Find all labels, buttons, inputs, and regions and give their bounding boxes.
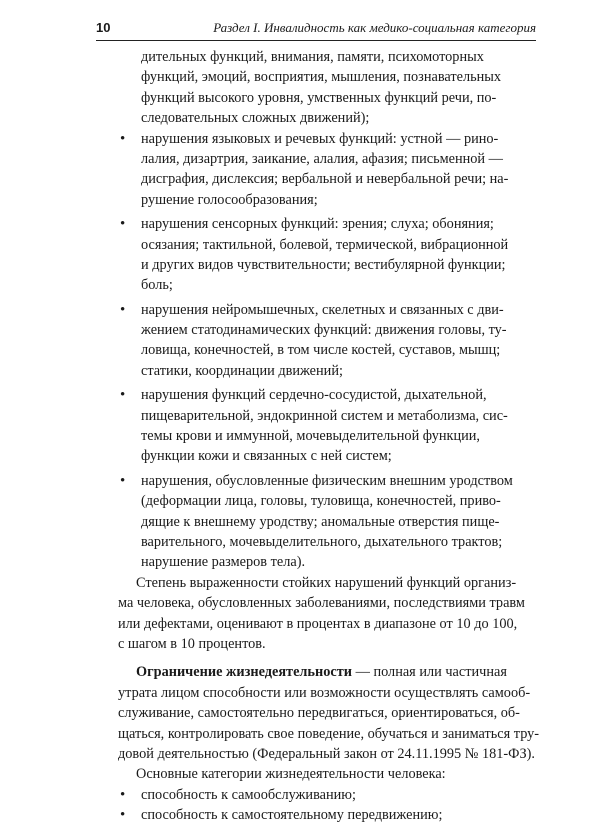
bullet-item [118,385,532,467]
text-line: нарушения, обусловленные физическим внешним уродством [141,472,513,489]
category-item [118,805,532,825]
text-line: жением статодинамических функций: движения головы, ту- [141,322,507,339]
text-line: следовательных сложных движений); [141,110,370,127]
text-line: функции кожи и связанных с ней систем; [141,448,392,465]
text-line: дительных функций, внимания, памяти, психомоторных [141,49,484,65]
text-line: нарушение размеров тела). [141,554,306,571]
definition-paragraph [118,662,540,764]
text-line: нарушения нейромышечных, скелетных и связанных с дви- [141,301,504,318]
text-line: довой деятельностью (Федеральный закон от 24.11.1995 № 181-ФЗ). [118,745,535,762]
bullet-icon: • [120,301,126,318]
text-line: служивание, самостоятельно передвигаться, ориентироваться, об- [118,705,520,722]
defined-term: Ограничение жизнедеятельности [136,664,352,681]
bullet-item [118,471,532,573]
page-number: 10 [96,20,111,35]
text-line: с шагом в 10 процентов. [118,635,266,652]
text-line: нарушения функций сердечно-сосудистой, дыхательной, [141,387,487,404]
bullet-icon: • [120,786,126,803]
text-line: пищеварительной, эндокринной систем и метаболизма, сис- [141,407,508,424]
text-line: боль; [141,277,173,294]
bullet-item [118,214,532,296]
page-body [118,47,540,825]
text-line: статики, координации движений; [141,362,343,379]
intro-continuation [118,47,532,129]
text-line: лалия, дизартрия, заикание, алалия, афазия; письменной — [141,150,503,167]
text-line: и других видов чувствительности; вестибулярной функции; [141,256,506,273]
text-line: нарушения сенсорных функций: зрения; слуха; обоняния; [141,216,494,233]
text-line: способность к самообслуживанию; [141,786,356,803]
text-line: варительного, мочевыделительного, дыхательного трактов; [141,533,503,550]
bullet-icon: • [120,387,126,404]
text-line: способность к самостоятельному передвижению; [141,807,443,824]
bullet-icon: • [120,472,126,489]
category-item [118,785,532,805]
text-line: рушение голосообразования; [141,191,318,208]
text-line: дисграфия, дислексия; вербальной и невербальной речи; на- [141,171,509,188]
text-line: нарушения языковых и речевых функций: устной — рино- [141,130,499,147]
text-line: или дефектами, оценивают в процентах в диапазоне от 10 до 100, [118,615,518,632]
text-line: — полная или частичная [352,664,507,681]
severity-paragraph [118,573,532,655]
text-line: функций высокого уровня, умственных функций речи, по- [141,89,497,106]
bullet-item [118,300,532,382]
categories-intro: Основные категории жизнедеятельности человека: [136,766,446,783]
text-line: темы крови и иммунной, мочевыделительной функции, [141,428,480,445]
bullet-item [118,129,532,211]
text-line: щаться, контролировать свое поведение, обучаться и заниматься тру- [118,725,540,742]
text-line: осязания; тактильной, болевой, термической, вибрационной [141,236,509,253]
running-title: Раздел I. Инвалидность как медико-социальная категория [213,20,536,35]
bullet-icon: • [120,216,126,233]
bullet-icon: • [120,130,126,147]
text-line: утрата лицом способности или возможности осуществлять самооб- [118,684,531,701]
text-line: (деформации лица, головы, туловища, конечностей, приво- [141,493,501,510]
text-line: Степень выраженности стойких нарушений функций организ- [136,574,517,591]
text-line: дящие к внешнему уродству; аномальные отверстия пище- [141,513,500,530]
text-line: ловища, конечностей, в том числе костей, суставов, мышц; [141,342,501,359]
text-line: ма человека, обусловленных заболеваниями, последствиями травм [118,595,525,612]
text-line: функций, эмоций, восприятия, мышления, познавательных [141,69,502,86]
bullet-icon: • [120,807,126,824]
page-header [96,18,536,41]
